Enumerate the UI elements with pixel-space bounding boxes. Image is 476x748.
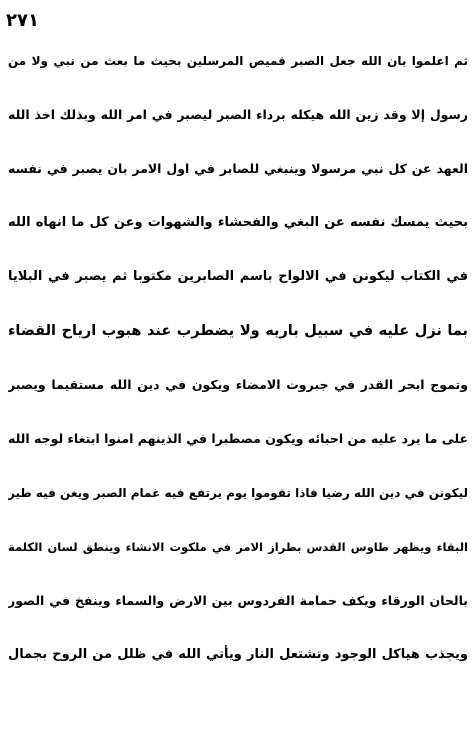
page-number: ۲۷۱ [6,10,39,31]
text-line-8: على ما يرد عليه من احبائه ويكون مصطبرا في الذينهم امنوا ابتغاء لوجه الله [8,431,468,446]
text-line-12: ويجذب هياكل الوجود وتشتعل النار ويأتي الله في ظلل من الروح بجمال [8,647,468,662]
text-line-9: ليكونن في دين الله رضيا فاذا تقوموا يوم يرتفع فيه غمام الصبر ويغن فيه طير [8,486,468,500]
text-line-4: بحيث يمسك نفسه عن البغي والفحشاء والشهوات وعن كل ما انهاه الله [8,215,468,230]
text-line-1: ثم اعلموا بان الله جعل الصبر قميص المرسلين بحيث ما بعث من نبي ولا من [8,54,468,68]
text-line-10: البقاء ويظهر طاوس القدس بطراز الامر في ملكوت الانشاء وينطق لسان الكلمة [8,540,468,554]
text-line-3: العهد عن كل نبي مرسولا وينبغي للصابر في اول الامر بان يصبر في نفسه [8,161,468,176]
text-line-5: في الكتاب ليكونن في الالواح باسم الصابرين مكتوبا ثم يصبر في البلايا [8,269,468,284]
text-line-7: وتموج ابحر القدر في جبروت الامضاء ويكون في دين الله مستقيما ويصبر [8,377,468,392]
text-line-2: رسول إلا وقد زين الله هيكله برداء الصبر ليصبر في امر الله وبذلك اخذ الله [8,107,468,122]
body-text [8,34,468,682]
text-line-11: بالحان الورقاء ويكف حمامة الفردوس بين الارض والسماء وينفخ في الصور [8,593,468,608]
text-line-6: بما نزل عليه في سبيل باريه ولا يضطرب عند هبوب ارياح القضاء [8,323,468,339]
